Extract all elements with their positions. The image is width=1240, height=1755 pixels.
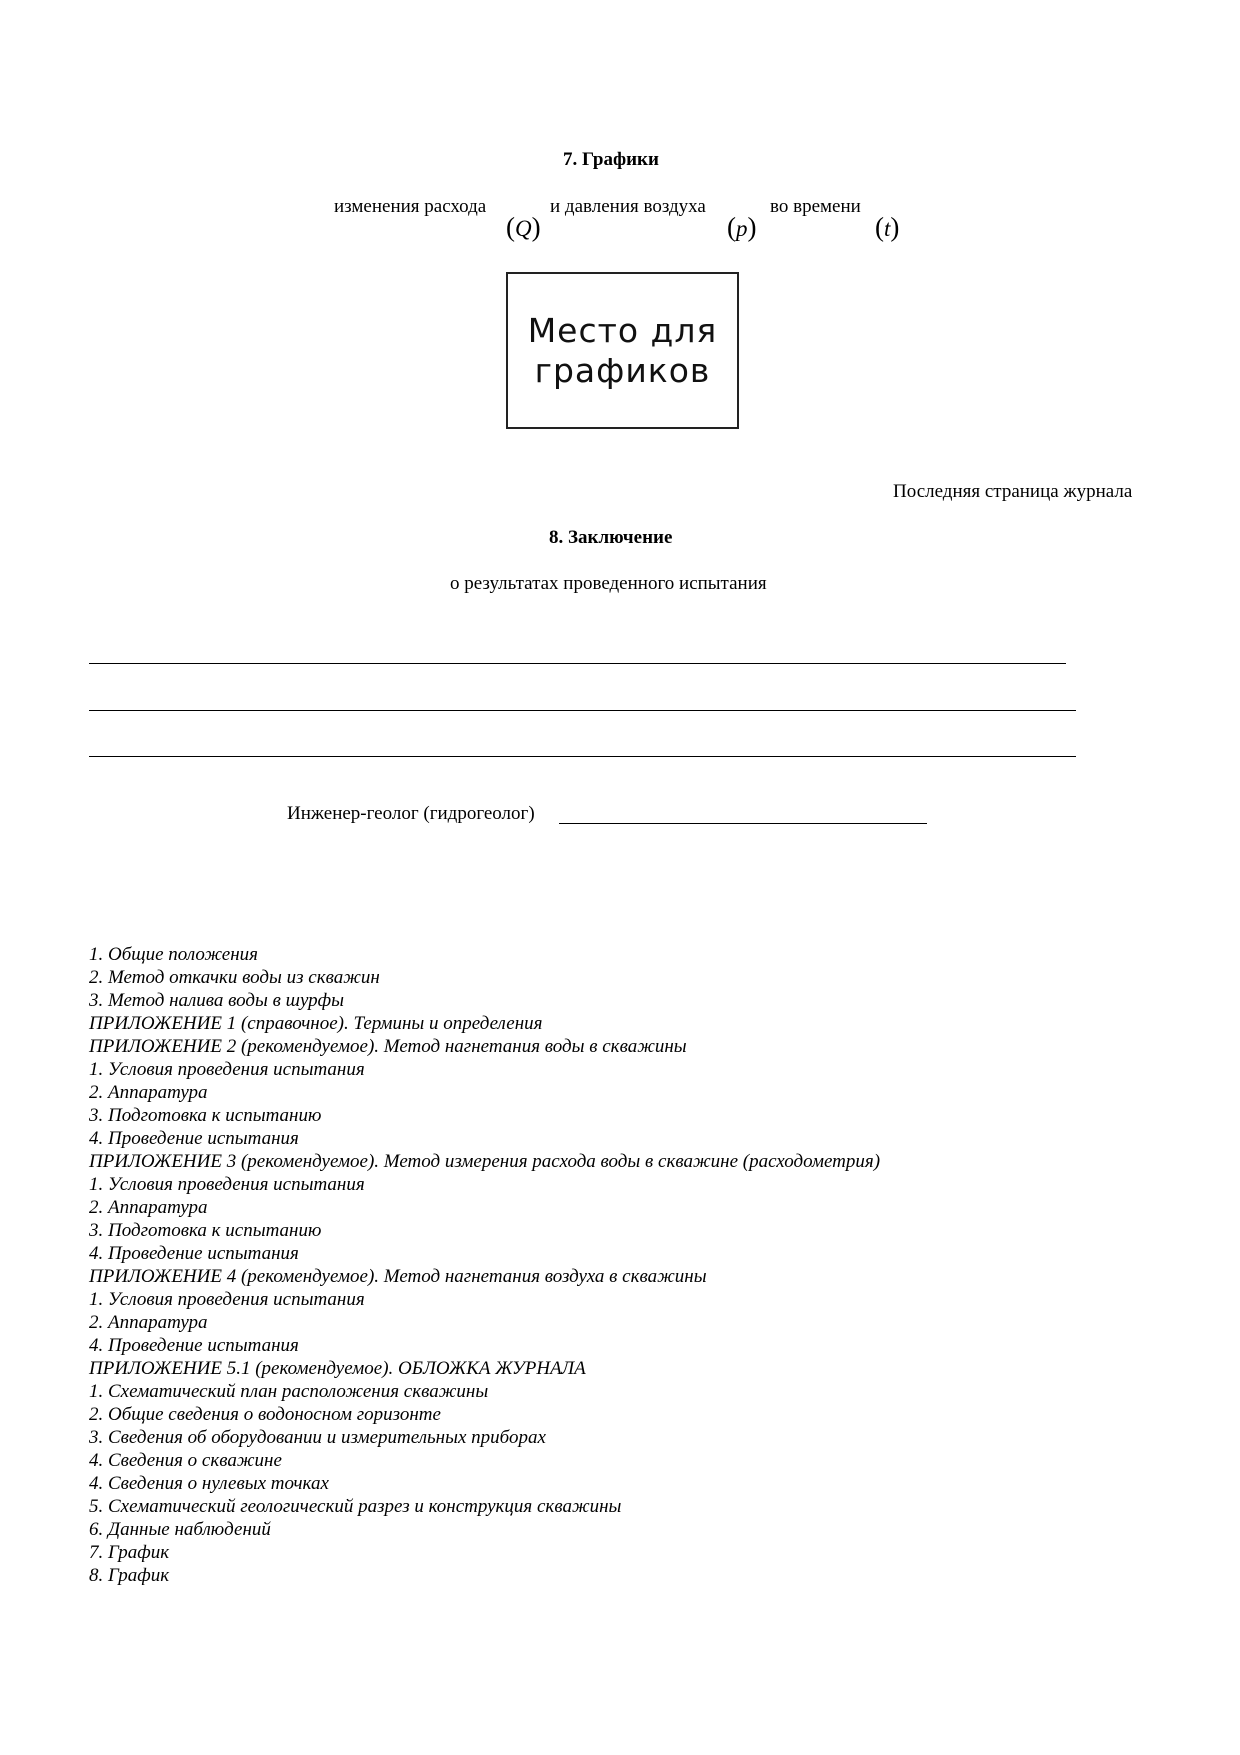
- toc-item[interactable]: 1. Условия проведения испытания: [89, 1289, 365, 1310]
- chart-placeholder: Место для графиков: [506, 272, 739, 429]
- toc-item[interactable]: 3. Подготовка к испытанию: [89, 1105, 322, 1126]
- toc-item[interactable]: 2. Метод откачки воды из скважин: [89, 967, 380, 988]
- formula-p: (p): [727, 212, 757, 242]
- section8-title: 8. Заключение: [549, 527, 673, 548]
- table-of-contents: [89, 943, 880, 1587]
- section8-subtitle: о результатах проведенного испытания: [450, 573, 767, 594]
- toc-item[interactable]: 4. Сведения о нулевых точках: [89, 1473, 329, 1494]
- toc-item[interactable]: 1. Схематический план расположения скважины: [89, 1381, 489, 1402]
- toc-item[interactable]: 7. График: [89, 1542, 170, 1563]
- toc-item[interactable]: 2. Аппаратура: [89, 1312, 208, 1333]
- toc-item[interactable]: 2. Аппаратура: [89, 1197, 208, 1218]
- toc-item[interactable]: 4. Проведение испытания: [89, 1243, 299, 1264]
- formula-t: (t): [875, 212, 900, 242]
- toc-item[interactable]: ПРИЛОЖЕНИЕ 3 (рекомендуемое). Метод измерения расхода воды в скважине (расходометрия): [89, 1151, 881, 1172]
- signature-line[interactable]: [559, 823, 927, 824]
- conclusion-line-2[interactable]: [89, 710, 1076, 711]
- section7-title: 7. Графики: [563, 149, 659, 170]
- toc-item[interactable]: 1. Условия проведения испытания: [89, 1059, 365, 1080]
- toc-item[interactable]: 4. Проведение испытания: [89, 1128, 299, 1149]
- toc-item[interactable]: 4. Сведения о скважине: [89, 1450, 282, 1471]
- last-page-label: Последняя страница журнала: [893, 481, 1133, 502]
- section7-subtitle-part2: и давления воздуха: [550, 196, 706, 217]
- toc-item[interactable]: 5. Схематический геологический разрез и конструкция скважины: [89, 1496, 622, 1517]
- toc-item[interactable]: 2. Общие сведения о водоносном горизонте: [89, 1404, 441, 1425]
- toc-item[interactable]: ПРИЛОЖЕНИЕ 4 (рекомендуемое). Метод нагнетания воздуха в скважины: [89, 1266, 707, 1287]
- toc-item[interactable]: 2. Аппаратура: [89, 1082, 208, 1103]
- formula-q: (Q): [506, 212, 541, 242]
- conclusion-line-3[interactable]: [89, 756, 1076, 757]
- toc-item[interactable]: ПРИЛОЖЕНИЕ 2 (рекомендуемое). Метод нагнетания воды в скважины: [89, 1036, 687, 1057]
- var-p: p: [736, 216, 748, 241]
- var-q: Q: [515, 216, 532, 241]
- toc-item[interactable]: 1. Условия проведения испытания: [89, 1174, 365, 1195]
- toc-item[interactable]: 4. Проведение испытания: [89, 1335, 299, 1356]
- var-t: t: [884, 216, 891, 241]
- toc-item[interactable]: 3. Подготовка к испытанию: [89, 1220, 322, 1241]
- toc-item[interactable]: ПРИЛОЖЕНИЕ 5.1 (рекомендуемое). ОБЛОЖКА ЖУРНАЛА: [89, 1358, 586, 1379]
- section7-subtitle-part3: во времени: [770, 196, 861, 217]
- toc-item[interactable]: 1. Общие положения: [89, 944, 258, 965]
- toc-item[interactable]: 3. Метод налива воды в шурфы: [89, 990, 345, 1011]
- toc-item[interactable]: 6. Данные наблюдений: [89, 1519, 271, 1540]
- toc-item[interactable]: 8. График: [89, 1565, 170, 1586]
- conclusion-line-1[interactable]: [89, 663, 1066, 664]
- section7-subtitle-part1: изменения расхода: [334, 196, 487, 217]
- toc-item[interactable]: ПРИЛОЖЕНИЕ 1 (справочное). Термины и определения: [89, 1013, 543, 1034]
- signature-label: Инженер-геолог (гидрогеолог): [287, 803, 535, 824]
- toc-item[interactable]: 3. Сведения об оборудовании и измерительных приборах: [89, 1427, 546, 1448]
